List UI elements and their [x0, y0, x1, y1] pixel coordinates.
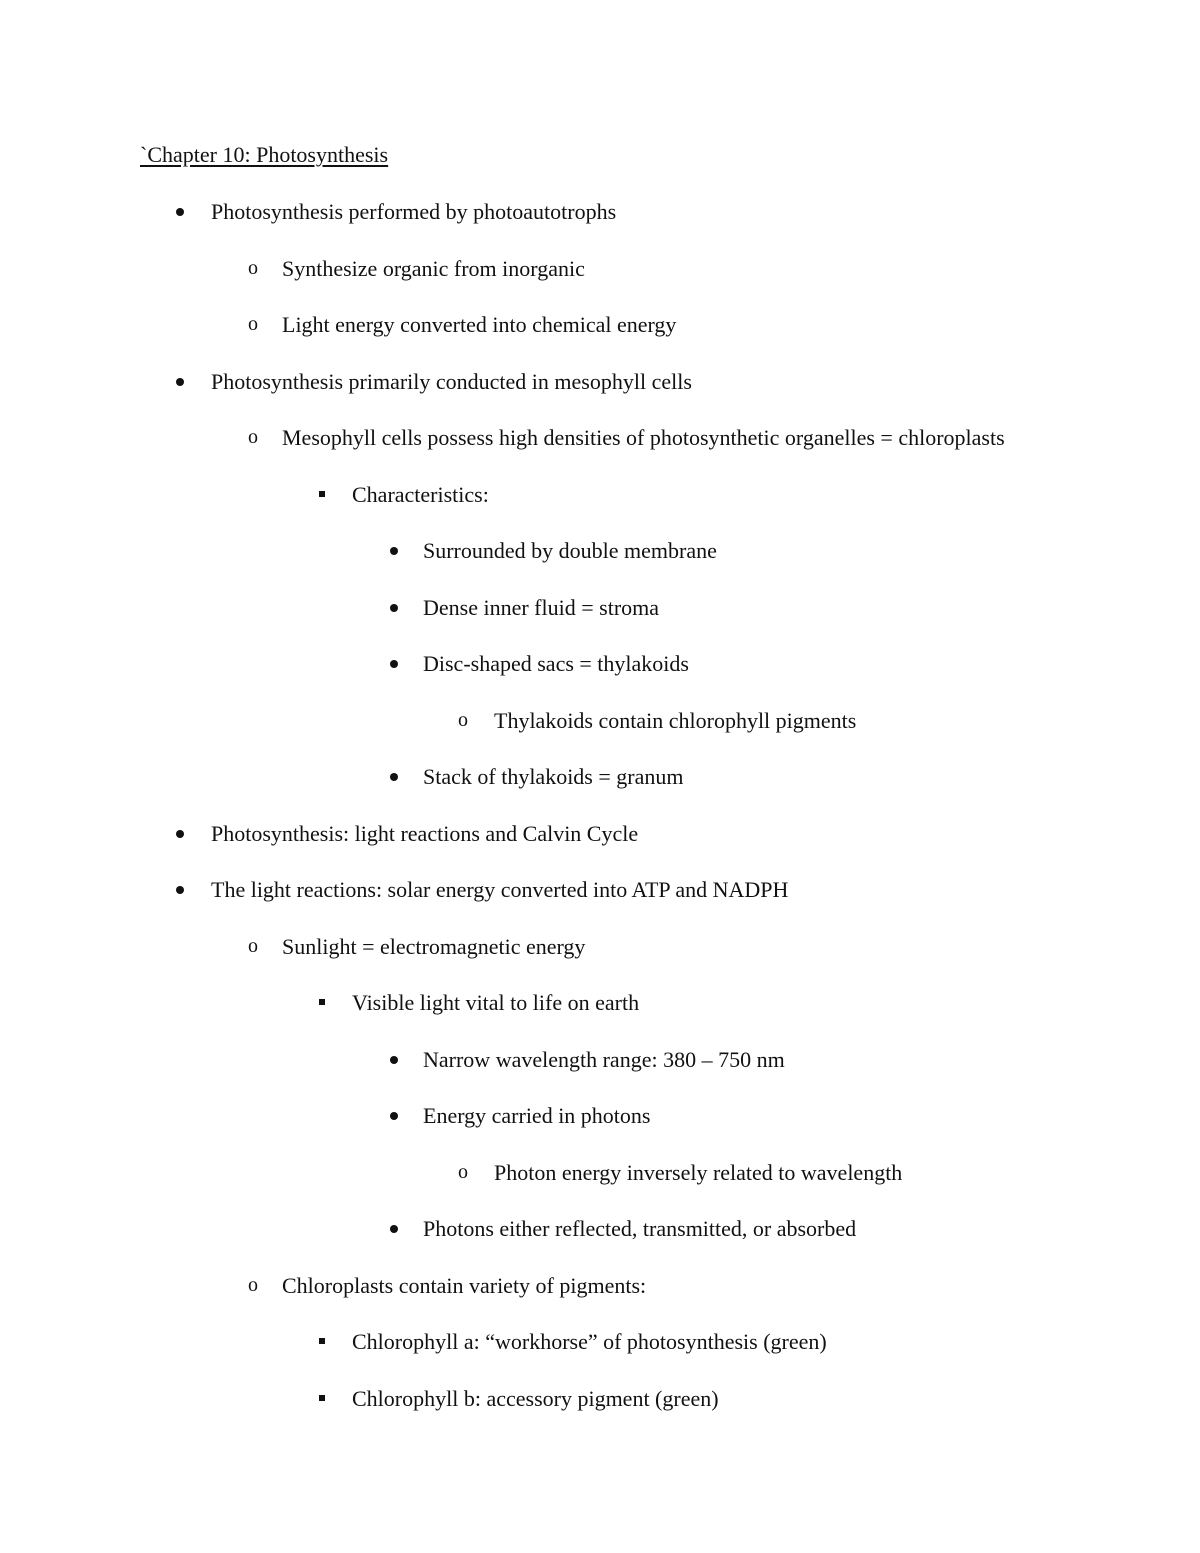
list-item-text: Photosynthesis primarily conducted in mesophyll cells [211, 369, 692, 394]
dot-bullet-icon [385, 537, 405, 565]
circle-bullet-icon [245, 311, 265, 339]
dot-bullet-icon [385, 763, 405, 791]
list-item-text: Characteristics: [352, 482, 489, 507]
list-item-text: Mesophyll cells possess high densities of photosynthetic organelles = chloroplasts [282, 425, 1005, 450]
dot-bullet-icon [385, 650, 405, 678]
circle-bullet-icon [245, 1272, 265, 1300]
page-title: `Chapter 10: Photosynthesis [140, 142, 389, 167]
list-item-text: Narrow wavelength range: 380 – 750 nm [423, 1047, 785, 1072]
list-item-text: Dense inner fluid = stroma [423, 595, 660, 620]
list-item-text: Light energy converted into chemical energy [282, 312, 677, 337]
dot-bullet-icon [385, 1102, 405, 1130]
circle-bullet-icon [455, 707, 475, 735]
list-item-text: Sunlight = electromagnetic energy [282, 934, 586, 959]
circle-bullet-icon [245, 424, 265, 452]
square-bullet-icon [313, 1328, 333, 1356]
circle-bullet-icon [245, 933, 265, 961]
square-bullet-icon [313, 1385, 333, 1413]
list-item-text: Photosynthesis: light reactions and Calvin Cycle [211, 821, 639, 846]
list-item-text: Chloroplasts contain variety of pigments: [282, 1273, 647, 1298]
dot-bullet-icon [385, 1215, 405, 1243]
dot-bullet-icon [385, 594, 405, 622]
list-item-text: Chlorophyll a: “workhorse” of photosynthesis (green) [352, 1329, 827, 1354]
list-item-text: The light reactions: solar energy converted into ATP and NADPH [211, 877, 789, 902]
dot-bullet-icon [171, 368, 191, 396]
list-item-text: Photon energy inversely related to wavelength [494, 1160, 903, 1185]
list-item-text: Stack of thylakoids = granum [423, 764, 684, 789]
square-bullet-icon [313, 481, 333, 509]
dot-bullet-icon [171, 876, 191, 904]
list-item-text: Visible light vital to life on earth [352, 990, 640, 1015]
square-bullet-icon [313, 989, 333, 1017]
list-item-text: Synthesize organic from inorganic [282, 256, 585, 281]
list-item-text: Energy carried in photons [423, 1103, 651, 1128]
dot-bullet-icon [385, 1046, 405, 1074]
dot-bullet-icon [171, 820, 191, 848]
circle-bullet-icon [245, 255, 265, 283]
circle-bullet-icon [455, 1159, 475, 1187]
list-item-text: Photons either reflected, transmitted, or absorbed [423, 1216, 857, 1241]
list-item-text: Thylakoids contain chlorophyll pigments [494, 708, 857, 733]
list-item-text: Chlorophyll b: accessory pigment (green) [352, 1386, 719, 1411]
dot-bullet-icon [171, 198, 191, 226]
list-item-text: Disc-shaped sacs = thylakoids [423, 651, 689, 676]
list-item-text: Photosynthesis performed by photoautotrophs [211, 199, 617, 224]
list-item-text: Surrounded by double membrane [423, 538, 717, 563]
